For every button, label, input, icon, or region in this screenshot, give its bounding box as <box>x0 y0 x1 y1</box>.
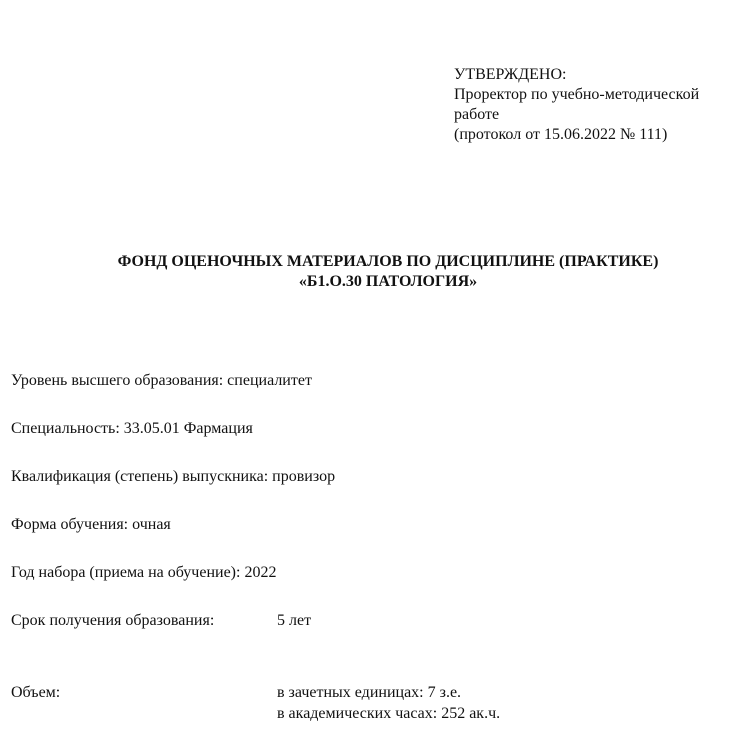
specialty: Специальность: 33.05.01 Фармация <box>11 420 253 437</box>
duration-value: 5 лет <box>277 612 312 629</box>
duration-label: Срок получения образования: <box>11 612 215 629</box>
study-form: Форма обучения: очная <box>11 516 171 533</box>
approval-block <box>454 65 750 145</box>
document-title <box>0 252 752 292</box>
approval-position-cont: работе <box>454 106 500 123</box>
approval-protocol: (протокол от 15.06.2022 № 111) <box>454 126 668 143</box>
volume-hours: в академических часах: 252 ак.ч. <box>277 705 501 722</box>
volume-credits: в зачетных единицах: 7 з.е. <box>277 684 462 701</box>
approval-position: Проректор по учебно-методической <box>454 86 700 103</box>
document-title-line2: «Б1.О.30 ПАТОЛОГИЯ» <box>298 273 478 290</box>
volume-label: Объем: <box>11 684 61 701</box>
approval-heading: УТВЕРЖДЕНО: <box>454 66 567 83</box>
enrollment-year: Год набора (приема на обучение): 2022 <box>11 564 277 581</box>
document-title-line1: ФОНД ОЦЕНОЧНЫХ МАТЕРИАЛОВ ПО ДИСЦИПЛИНЕ (ПРАКТИКЕ) <box>117 253 659 270</box>
education-level: Уровень высшего образования: специалитет <box>11 372 312 389</box>
qualification: Квалификация (степень) выпускника: провизор <box>11 468 336 485</box>
